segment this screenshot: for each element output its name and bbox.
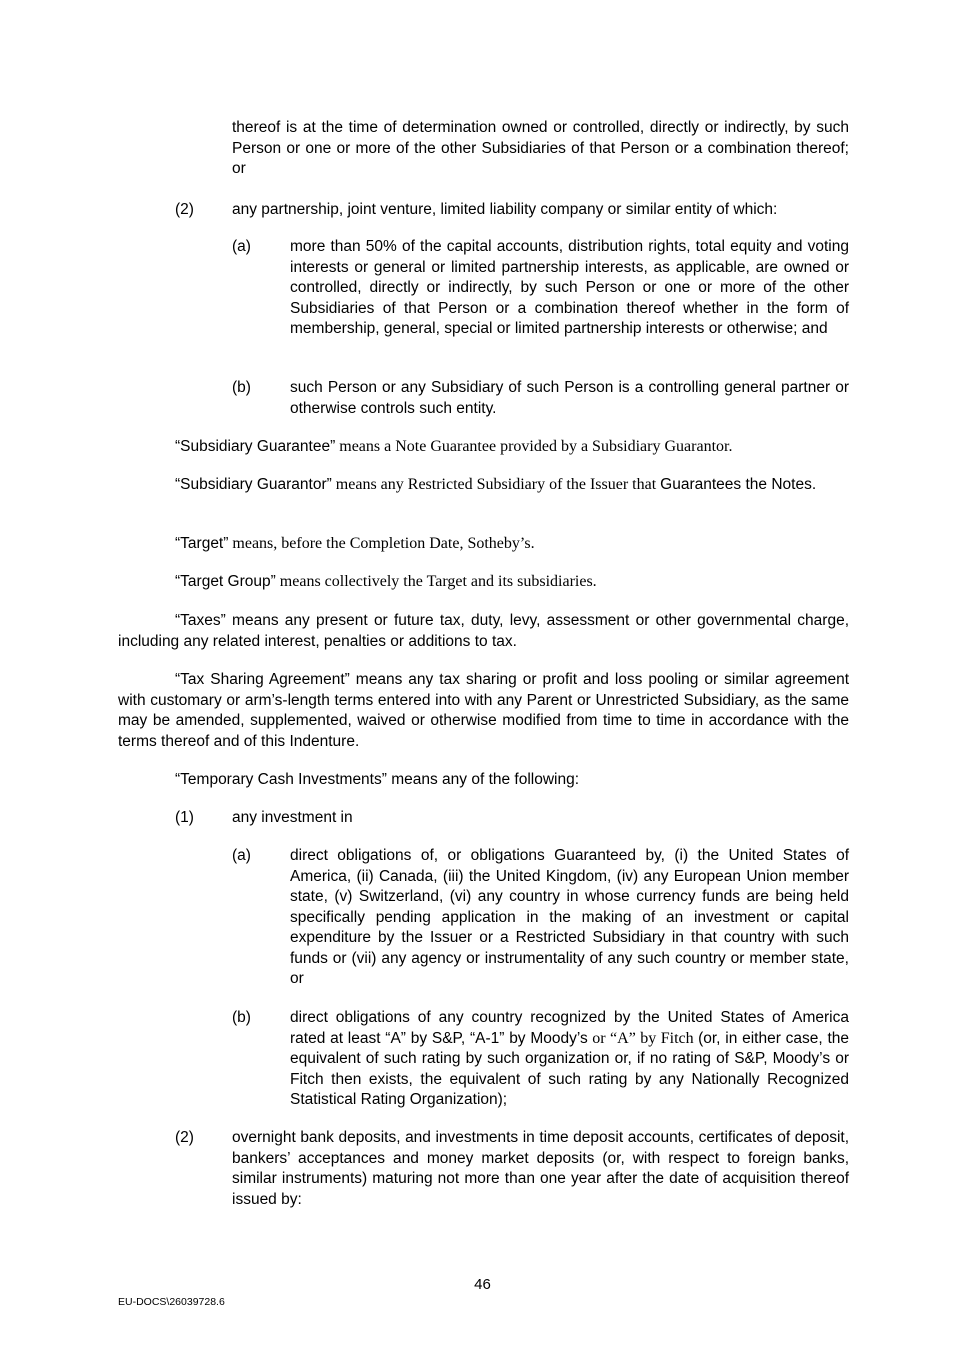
item-text: any investment in	[232, 809, 353, 826]
subitem-text-part: or “A” by Fitch	[587, 1029, 699, 1047]
definition-subsidiary-guarantor	[118, 475, 849, 496]
subitem-text-part: direct obligations of any country recognized by the United States of America rated at least “A” by S&P, “A-1” by Moody’s	[290, 1009, 849, 1047]
definition-subsidiary-guarantee	[118, 437, 849, 458]
subitem-text-part: (or, in either case, the equivalent of such rating by such organization or, if no rating of S&P, Moody’s or Fitch then exists, the equivalent of such rating by any Nationally Recognized Statistical Rating Organization);	[290, 1029, 850, 1108]
definition-temporary-cash-investments: “Temporary Cash Investments” means any of the following:	[175, 771, 580, 788]
defined-term: “Subsidiary Guarantor”	[175, 476, 332, 493]
definition-tax-sharing-agreement: “Tax Sharing Agreement” means any tax sharing or profit and loss pooling or similar agreement with customary or arm’s-length terms entered into with any Parent or Unrestricted Subsidiary, as the same may be amended, supplemented, waived or otherwise modified from time to time in accordance with the terms thereof and of this Indenture.	[118, 671, 849, 750]
definition-target-group	[118, 572, 849, 593]
item-number: (2)	[175, 201, 194, 218]
definition-taxes: “Taxes” means any present or future tax, duty, levy, assessment or other governmental charge, including any related interest, penalties or additions to tax.	[118, 612, 849, 650]
subitem-letter: (b)	[232, 1009, 251, 1026]
subitem-text	[290, 1008, 849, 1111]
item-text: any partnership, joint venture, limited liability company or similar entity of which:	[232, 201, 778, 218]
subitem-letter: (a)	[232, 238, 251, 255]
subitem-letter: (b)	[232, 379, 251, 396]
subitem-text: direct obligations of, or obligations Guaranteed by, (i) the United States of America, (ii) Canada, (iii) the United Kingdom, (iv) any European Union member state, (v) Switzerland, (vi) any country in whose currency funds are being held specifically pending application in the making of an investment or capital expenditure by the Issuer or a Restricted Subsidiary in that country with such funds or (vii) any agency or instrumentality of any such country or member state, or	[290, 847, 849, 987]
definition-target	[118, 534, 849, 555]
continued-paragraph: thereof is at the time of determination owned or controlled, directly or indirectly, by such Person or one or more of the other Subsidiaries of that Person or a combination thereof; or	[232, 119, 849, 177]
definition-text: means collectively the Target and its subsidiaries.	[275, 573, 597, 590]
item-number: (2)	[175, 1129, 194, 1146]
defined-term: “Target Group”	[175, 573, 276, 590]
subitem-text: more than 50% of the capital accounts, distribution rights, total equity and voting interests or general or limited partnership interests, as applicable, are owned or controlled, directly or indirectly, by such Person or one or more of the other Subsidiaries of that Person or a combination thereof whether in the form of membership, general, special or limited partnership interests or otherwise; and	[290, 238, 849, 337]
defined-term: “Subsidiary Guarantee”	[175, 438, 336, 455]
subitem-text: such Person or any Subsidiary of such Person is a controlling general partner or otherwise controls such entity.	[290, 379, 849, 417]
definition-text: Guarantees the Notes.	[660, 476, 817, 493]
definition-text: means, before the Completion Date, Sotheby’s.	[228, 535, 535, 552]
definition-text: means any Restricted Subsidiary of the Issuer that	[331, 476, 661, 493]
definition-text: means a Note Guarantee provided by a Subsidiary Guarantor.	[335, 438, 733, 455]
defined-term: “Target”	[175, 535, 229, 552]
page-number: 46	[474, 1276, 491, 1293]
subitem-letter: (a)	[232, 847, 251, 864]
document-id: EU-DOCS\26039728.6	[118, 1296, 225, 1308]
item-number: (1)	[175, 809, 194, 826]
item-text: overnight bank deposits, and investments in time deposit accounts, certificates of deposit, bankers’ acceptances and money market deposits (or, with respect to foreign banks, similar instruments) maturing not more than one year after the date of acquisition thereof issued by:	[232, 1129, 849, 1208]
